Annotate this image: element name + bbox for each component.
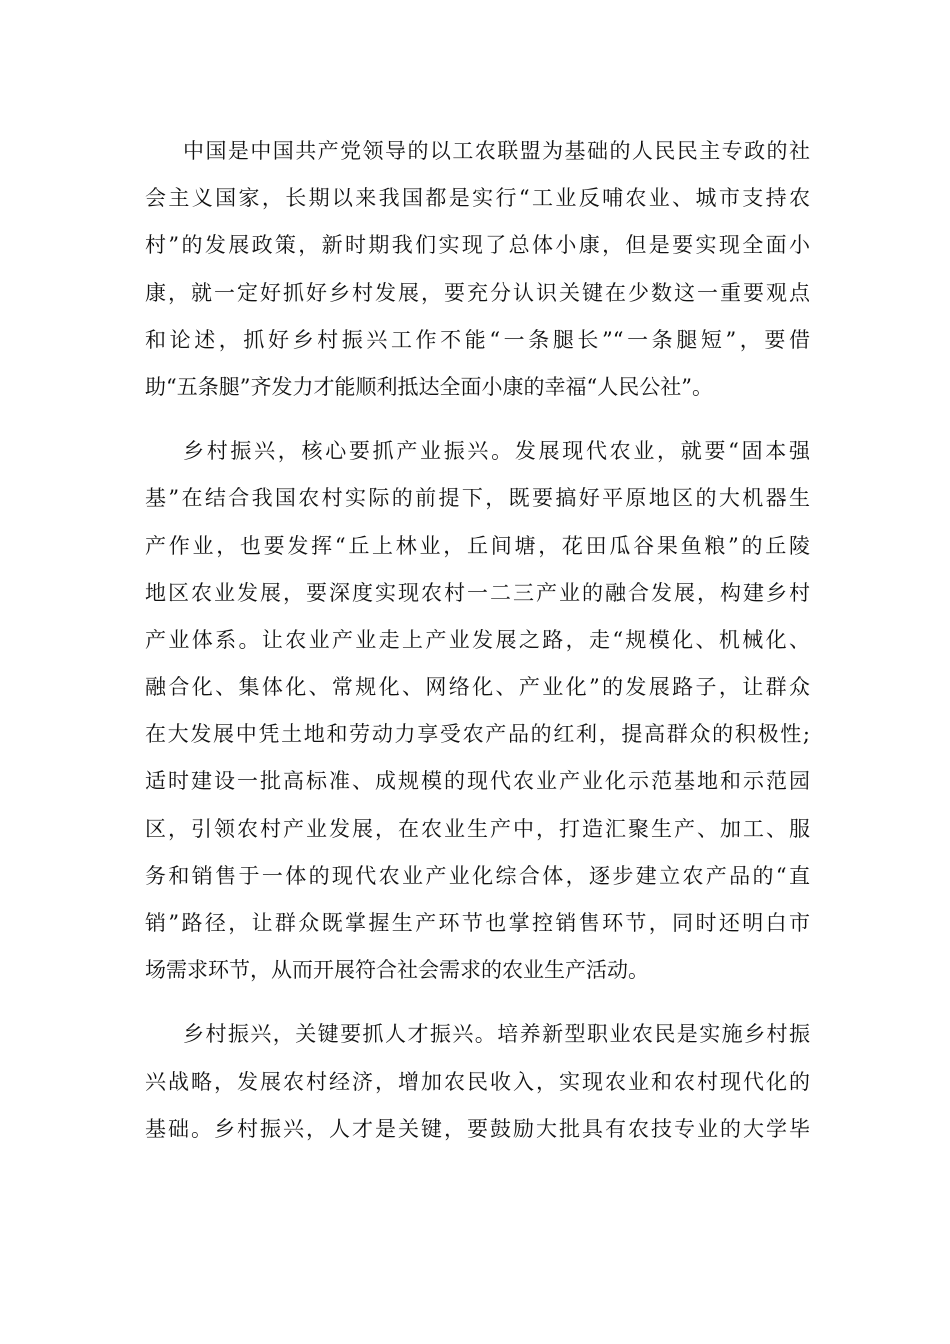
text-line: 产作业，也要发挥“丘上林业，丘间塘，花田瓜谷果鱼粮”的丘陵 <box>145 533 810 558</box>
text-line: 乡村振兴，核心要抓产业振兴。发展现代农业，就要“固本强 <box>183 439 810 464</box>
paragraph-spacer <box>145 994 810 1011</box>
text-line: 适时建设一批高标准、成规模的现代农业产业化示范基地和示范园 <box>145 769 810 794</box>
text-line: 务和销售于一体的现代农业产业化综合体，逐步建立农产品的“直 <box>145 863 810 888</box>
text-line: 产业体系。让农业产业走上产业发展之路，走“规模化、机械化、 <box>145 627 810 652</box>
paragraph-spacer <box>145 411 810 428</box>
text-line: 融合化、集体化、常规化、网络化、产业化”的发展路子，让群众 <box>145 675 810 700</box>
text-line: 会主义国家，长期以来我国都是实行“工业反哺农业、城市支持农 <box>145 186 810 211</box>
text-line: 在大发展中凭土地和劳动力享受农产品的红利，提高群众的积极性; <box>145 722 810 747</box>
text-line: 兴战略，发展农村经济，增加农民收入，实现农业和农村现代化的 <box>145 1069 810 1094</box>
text-line: 乡村振兴，关键要抓人才振兴。培养新型职业农民是实施乡村振 <box>183 1022 810 1047</box>
text-line: 销”路径，让群众既掌握生产环节也掌控销售环节，同时还明白市 <box>145 911 810 935</box>
text-line: 场需求环节，从而开展符合社会需求的农业生产活动。 <box>145 958 649 983</box>
text-line: 和论述，抓好乡村振兴工作不能“一条腿长”“一条腿短”，要借 <box>145 327 810 352</box>
text-line: 区，引领农村产业发展，在农业生产中，打造汇聚生产、加工、服 <box>145 816 810 841</box>
text-line: 康，就一定好抓好乡村发展，要充分认识关键在少数这一重要观点 <box>145 280 810 305</box>
text-line: 地区农业发展，要深度实现农村一二三产业的融合发展，构建乡村 <box>145 580 810 605</box>
paragraph-3 <box>145 1011 810 1153</box>
paragraph-1 <box>145 128 810 411</box>
text-line: 助“五条腿”齐发力才能顺利抵达全面小康的幸福“人民公社”。 <box>145 374 713 399</box>
text-line: 基”在结合我国农村实际的前提下，既要搞好平原地区的大机器生 <box>145 486 810 511</box>
document-body <box>145 128 810 1153</box>
text-line: 村”的发展政策，新时期我们实现了总体小康，但是要实现全面小 <box>145 233 810 258</box>
text-line: 中国是中国共产党领导的以工农联盟为基础的人民民主专政的社 <box>183 139 810 163</box>
paragraph-2 <box>145 428 810 994</box>
text-line: 基础。乡村振兴，人才是关键，要鼓励大批具有农技专业的大学毕 <box>145 1116 810 1141</box>
